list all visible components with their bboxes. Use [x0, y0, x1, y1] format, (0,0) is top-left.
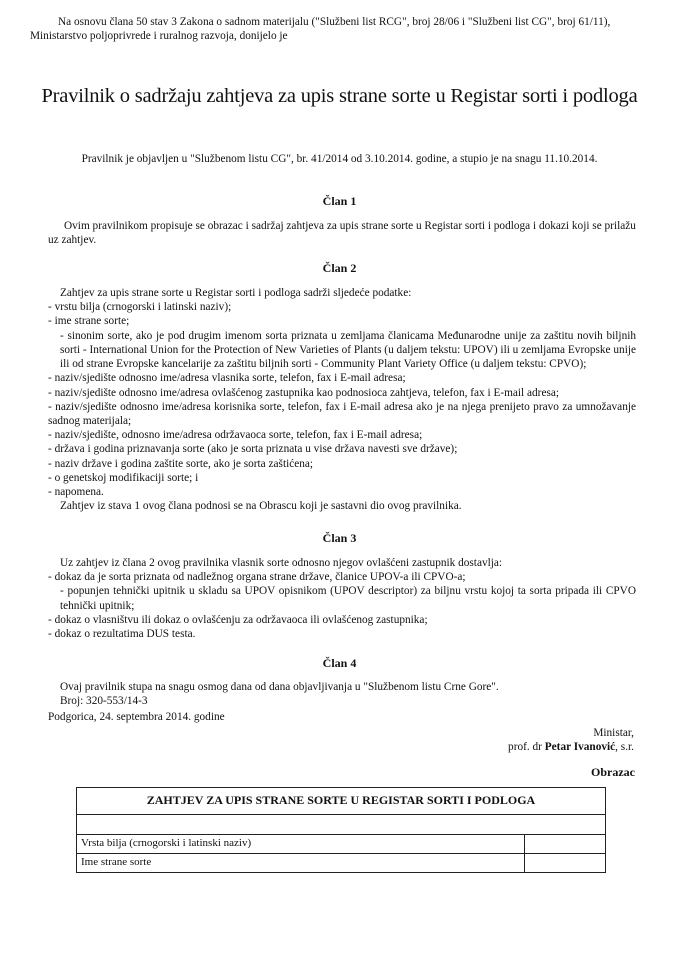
signature-suffix: , s.r. — [615, 741, 634, 753]
page-title: Pravilnik o sadržaju zahtjeva za upis strane sorte u Registar sorti i podloga — [41, 85, 638, 107]
place-date: Podgorica, 24. septembra 2014. godine — [48, 711, 225, 723]
article-4-heading: Član 4 — [322, 656, 357, 670]
list-item: - dokaz o vlasništvu ili dokaz o ovlašćenju za održavaoca ili ovlašćenog zastupnika; — [48, 613, 428, 626]
list-item: - dokaz da je sorta priznata od nadležnog organa strane države, članice UPOV-a ili CPVO-a; — [48, 571, 466, 584]
list-item: - naziv države i godina zaštite sorte, ako je sorta zaštićena; — [48, 457, 314, 470]
signature-line — [508, 740, 634, 754]
list-item: - ime strane sorte; — [48, 315, 130, 328]
article-2-intro: Zahtjev za upis strane sorte u Registar sorti i podloga sadrži sljedeće podatke: — [60, 287, 412, 299]
list-item: - sinonim sorte, ako je pod drugim imenom sorta priznata u zemljama članicama Međunarodne unije za zaštitu novih biljnih sorti - International Union for the Protection of New Varieties of Plants (u daljem tekstu: UPOV) ili u zemljama Evropske unije ili od strane Evropske kancelarije za zaštitu biljnih sorti - Community Plant Variety Office (u daljem tekstu: CPVO); — [60, 329, 636, 371]
table-row — [77, 835, 606, 854]
list-item: - o genetskoj modifikaciji sorte; i — [48, 471, 199, 484]
article-4-text: Ovaj pravilnik stupa na snagu osmog dana od dana objavljivanja u "Službenom listu Crne Gore". Broj: 320-553/14-3 — [60, 681, 499, 708]
signature-prefix: prof. dr — [508, 741, 545, 753]
form-label: Obrazac — [591, 765, 635, 779]
form-field-label: Ime strane sorte — [77, 854, 525, 873]
signature-name: Petar Ivanović — [544, 741, 616, 753]
legal-basis-intro: Na osnovu člana 50 stav 3 Zakona o sadnom materijalu ("Službeni list RCG", broj 28/06 i "Službeni list CG", broj 61/11), Ministarstvo poljoprivrede i ruralnog razvoja, donijelo je — [30, 16, 611, 43]
article-1-heading: Član 1 — [322, 194, 357, 208]
form-title: ZAHTJEV ZA UPIS STRANE SORTE U REGISTAR SORTI I PODLOGA — [77, 788, 606, 815]
article-3-body — [48, 556, 636, 641]
article-3-intro: Uz zahtjev iz člana 2 ovog pravilnika vlasnik sorte odnosno njegov ovlašćeni zastupnik dostavlja: — [60, 557, 503, 569]
list-item: - država i godina priznavanja sorte (ako je sorta priznata u vise država navesti sve države); — [48, 443, 458, 456]
list-item: - naziv/sjedište odnosno ime/adresa korisnika sorte, telefon, fax i E-mail adresa ako je na njega prenijeto pravo za umnožavanje sadnog materijala; — [48, 400, 636, 427]
request-form-table — [76, 787, 606, 873]
form-field-label: Vrsta bilja (crnogorski i latinski naziv) — [77, 835, 525, 854]
article-2-closing: Zahtjev iz stava 1 ovog člana podnosi se na Obrascu koji je sastavni dio ovog pravilnika. — [60, 500, 462, 513]
article-2-heading: Član 2 — [322, 261, 357, 275]
article-1-text: Ovim pravilnikom propisuje se obrazac i sadržaj zahtjeva za upis strane sorte u Registar sorti i podloga i dokazi koji se prilažu uz zahtjev. — [48, 220, 636, 247]
list-item: - dokaz o rezultatima DUS testa. — [48, 628, 196, 641]
list-item: - vrstu bilja (crnogorski i latinski naziv); — [48, 301, 232, 314]
list-item: - naziv/sjedište odnosno ime/adresa vlasnika sorte, telefon, fax i E-mail adresa; — [48, 372, 406, 385]
article-2-body — [48, 286, 636, 514]
table-row — [77, 854, 606, 873]
form-field-value[interactable] — [525, 835, 606, 854]
signature-role: Ministar, — [593, 727, 634, 739]
list-item: - napomena. — [48, 486, 104, 499]
list-item: - naziv/sjedište, odnosno ime/adresa održavaoca sorte, telefon, fax i E-mail adresa; — [48, 429, 423, 442]
publication-note: Pravilnik je objavljen u "Službenom listu CG", br. 41/2014 od 3.10.2014. godine, a stupio je na snagu 11.10.2014. — [81, 153, 598, 165]
form-field-value[interactable] — [525, 854, 606, 873]
article-3-heading: Član 3 — [322, 531, 357, 545]
list-item: - popunjen tehnički upitnik u skladu sa UPOV opisnikom (UPOV descriptor) za biljnu vrstu kojoj ta sorta pripada ili CPVO tehnički upitnik; — [60, 585, 636, 612]
list-item: - naziv/sjedište odnosno ime/adresa ovlašćenog zastupnika kao podnosioca zahtjeva, telefon, fax i E-mail adresa; — [48, 386, 560, 399]
form-spacer-row — [77, 815, 606, 835]
